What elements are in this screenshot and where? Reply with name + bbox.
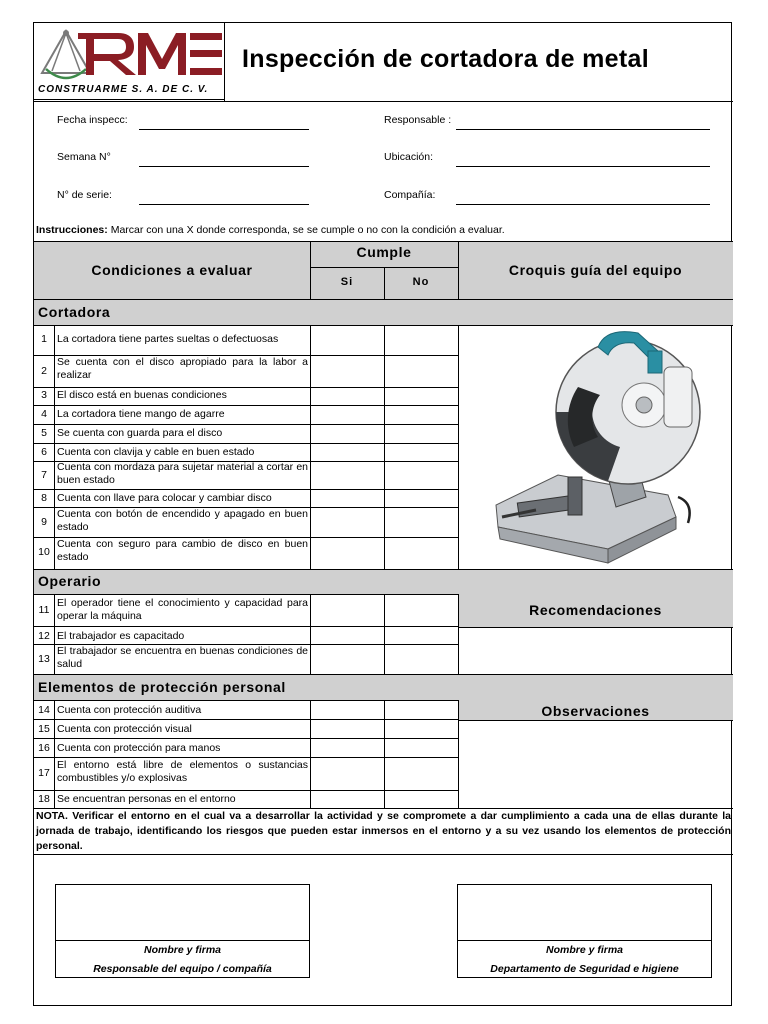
observaciones-header: Observaciones xyxy=(541,703,650,719)
page-title: Inspección de cortadora de metal xyxy=(242,45,649,73)
col-croquis-header: Croquis guía del equipo xyxy=(508,262,683,278)
item-text: Se cuenta con guarda para el disco xyxy=(57,427,223,439)
item-number: 18 xyxy=(38,793,50,805)
item-number: 2 xyxy=(41,365,47,377)
item-number: 13 xyxy=(38,653,50,665)
semana-field[interactable] xyxy=(139,166,309,167)
item-number: 10 xyxy=(38,546,50,558)
item-text: El operador tiene el conocimiento y capacidad para operar la máquina xyxy=(57,597,308,622)
signature-left-role: Responsable del equipo / compañía xyxy=(93,963,272,975)
col-no-header: No xyxy=(412,276,430,288)
item-number: 3 xyxy=(41,389,47,401)
observaciones-area[interactable] xyxy=(459,721,732,807)
item-number: 16 xyxy=(38,742,50,754)
item-text: Cuenta con seguro para cambio de disco en buen estado xyxy=(57,538,308,563)
col-si-header: Si xyxy=(340,276,354,288)
item-number: 14 xyxy=(38,704,50,716)
ubicacion-label: Ubicación: xyxy=(384,151,434,163)
signature-left-name: Nombre y firma xyxy=(143,944,222,956)
col-cumple-header: Cumple xyxy=(356,244,412,260)
item-number: 4 xyxy=(41,408,47,420)
item-text: El trabajador es capacitado xyxy=(57,630,185,642)
item-number: 9 xyxy=(41,516,47,528)
responsable-field[interactable] xyxy=(456,129,710,130)
item-text: Cuenta con protección visual xyxy=(57,723,192,735)
item-text: El entorno está libre de elementos o sustancias combustibles y/o explosivas xyxy=(57,759,308,784)
fecha-label: Fecha inspecc: xyxy=(57,114,128,126)
item-text: Cuenta con protección para manos xyxy=(57,742,221,754)
item-text: Se encuentran personas en el entorno xyxy=(57,793,236,805)
item-number: 17 xyxy=(38,767,50,779)
section-epp: Elementos de protección personal xyxy=(38,679,286,695)
instructions-text: Marcar con una X donde corresponda, se se cumple o no con la condición a evaluar. xyxy=(107,224,505,236)
item-text: Cuenta con mordaza para sujetar material a cortar en buen estado xyxy=(57,461,308,486)
fecha-field[interactable] xyxy=(139,129,309,130)
item-number: 6 xyxy=(41,446,47,458)
item-text: Cuenta con llave para colocar y cambiar disco xyxy=(57,492,272,504)
item-number: 8 xyxy=(41,492,47,504)
item-number: 7 xyxy=(41,469,47,481)
recomendaciones-area[interactable] xyxy=(459,628,732,673)
item-text: Cuenta con botón de encendido y apagado en buen estado xyxy=(57,508,308,533)
col-conditions-header: Condiciones a evaluar xyxy=(91,262,253,278)
company-name: CONSTRUARME S. A. DE C. V. xyxy=(38,84,209,95)
item-text: Se cuenta con el disco apropiado para la labor a realizar xyxy=(57,356,308,381)
company-logo xyxy=(38,25,224,85)
section-operario: Operario xyxy=(38,573,102,589)
item-number: 12 xyxy=(38,630,50,642)
inspection-form xyxy=(33,22,732,1006)
signature-right-name: Nombre y firma xyxy=(545,944,624,956)
item-number: 11 xyxy=(38,604,50,616)
item-number: 5 xyxy=(41,427,47,439)
nota-text: NOTA. Verificar el entorno en el cual va a desarrollar la actividad y se compromete a dar cumplimiento a cada una de ellas durante la jornada de trabajo, identificando los riesgos que pueden estar inmersos en el entorno y a su vez usando los elementos de protección personal. xyxy=(36,810,731,852)
ubicacion-field[interactable] xyxy=(456,166,710,167)
compania-label: Compañía: xyxy=(384,189,436,201)
cutoff-saw-image xyxy=(488,327,702,565)
serie-label: N° de serie: xyxy=(57,189,112,201)
semana-label: Semana N° xyxy=(57,151,111,163)
rme-logo-graphic xyxy=(38,25,224,85)
item-text: El trabajador se encuentra en buenas condiciones de salud xyxy=(57,645,308,670)
signature-right-role: Departamento de Seguridad e higiene xyxy=(490,963,679,975)
instructions xyxy=(36,224,505,236)
responsable-label: Responsable : xyxy=(384,114,452,126)
item-number: 15 xyxy=(38,723,50,735)
item-text: La cortadora tiene mango de agarre xyxy=(57,408,225,420)
item-number: 1 xyxy=(41,333,47,345)
compania-field[interactable] xyxy=(456,204,710,205)
item-text: Cuenta con protección auditiva xyxy=(57,704,202,716)
item-text: La cortadora tiene partes sueltas o defectuosas xyxy=(57,333,279,345)
recomendaciones-header: Recomendaciones xyxy=(529,602,662,618)
section-cortadora: Cortadora xyxy=(38,304,111,320)
item-text: Cuenta con clavija y cable en buen estado xyxy=(57,446,255,458)
serie-field[interactable] xyxy=(139,204,309,205)
item-text: El disco está en buenas condiciones xyxy=(57,389,227,401)
instructions-label: Instrucciones: xyxy=(36,224,108,236)
